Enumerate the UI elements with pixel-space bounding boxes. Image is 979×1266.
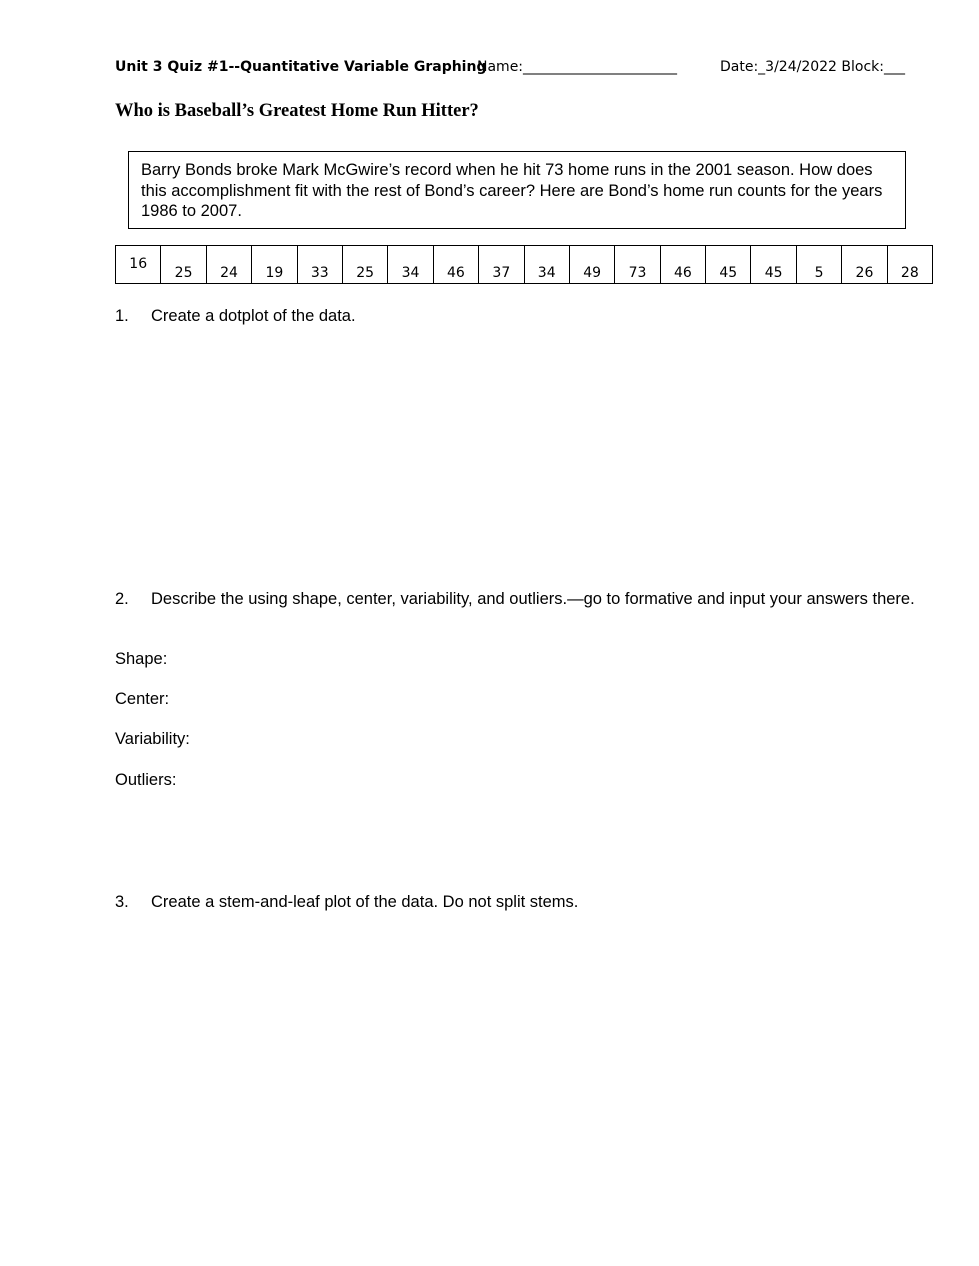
stem-leaf-answer-area[interactable]: [115, 920, 945, 1240]
intro-text-box: Barry Bonds broke Mark McGwire’s record when he hit 73 home runs in the 2001 season. How does this accomplishment fit with the rest of Bond’s career? Here are Bond’s home run counts for the years 1986 to 2007.: [128, 151, 906, 229]
data-cell: 45: [751, 246, 796, 284]
question-1: [115, 306, 356, 327]
name-field: Name:______________________: [477, 59, 678, 75]
data-cell: 19: [252, 246, 297, 284]
date-block-field: Date:_3/24/2022 Block:___: [720, 59, 905, 75]
data-cell: 33: [297, 246, 342, 284]
data-cell: 49: [569, 246, 614, 284]
quiz-title: Unit 3 Quiz #1--Quantitative Variable Graphing: [115, 59, 487, 75]
data-cell: 5: [796, 246, 841, 284]
center-label: Center:: [115, 690, 170, 708]
data-cell: 46: [660, 246, 705, 284]
data-cell: 26: [842, 246, 887, 284]
data-cell: 25: [342, 246, 387, 284]
question-2: [115, 589, 945, 610]
data-cell: 25: [161, 246, 206, 284]
question-3: [115, 892, 578, 913]
home-run-row: [116, 246, 933, 284]
dotplot-answer-area[interactable]: [115, 335, 945, 580]
variability-label: Variability:: [115, 730, 190, 748]
question-title: Who is Baseball’s Greatest Home Run Hitter?: [115, 101, 479, 121]
data-cell: 24: [206, 246, 251, 284]
question-1-number: 1.: [115, 307, 129, 325]
question-3-text: Create a stem-and-leaf plot of the data. Do not split stems.: [151, 893, 579, 911]
question-1-text: Create a dotplot of the data.: [151, 307, 356, 325]
question-3-number: 3.: [115, 893, 129, 911]
quiz-header: [115, 59, 925, 79]
data-cell: 28: [887, 246, 932, 284]
data-cell: 34: [388, 246, 433, 284]
home-run-data-table: [115, 245, 933, 284]
outliers-label: Outliers:: [115, 771, 177, 789]
description-answer-area[interactable]: [115, 800, 945, 880]
data-cell: 16: [116, 246, 161, 284]
data-cell: 37: [479, 246, 524, 284]
data-cell: 73: [615, 246, 660, 284]
data-cell: 46: [433, 246, 478, 284]
question-2-text: Describe the using shape, center, variability, and outliers.—go to formative and input your answers there.: [151, 590, 915, 608]
shape-label: Shape:: [115, 650, 168, 668]
data-cell: 45: [706, 246, 751, 284]
data-cell: 34: [524, 246, 569, 284]
question-2-number: 2.: [115, 590, 129, 608]
